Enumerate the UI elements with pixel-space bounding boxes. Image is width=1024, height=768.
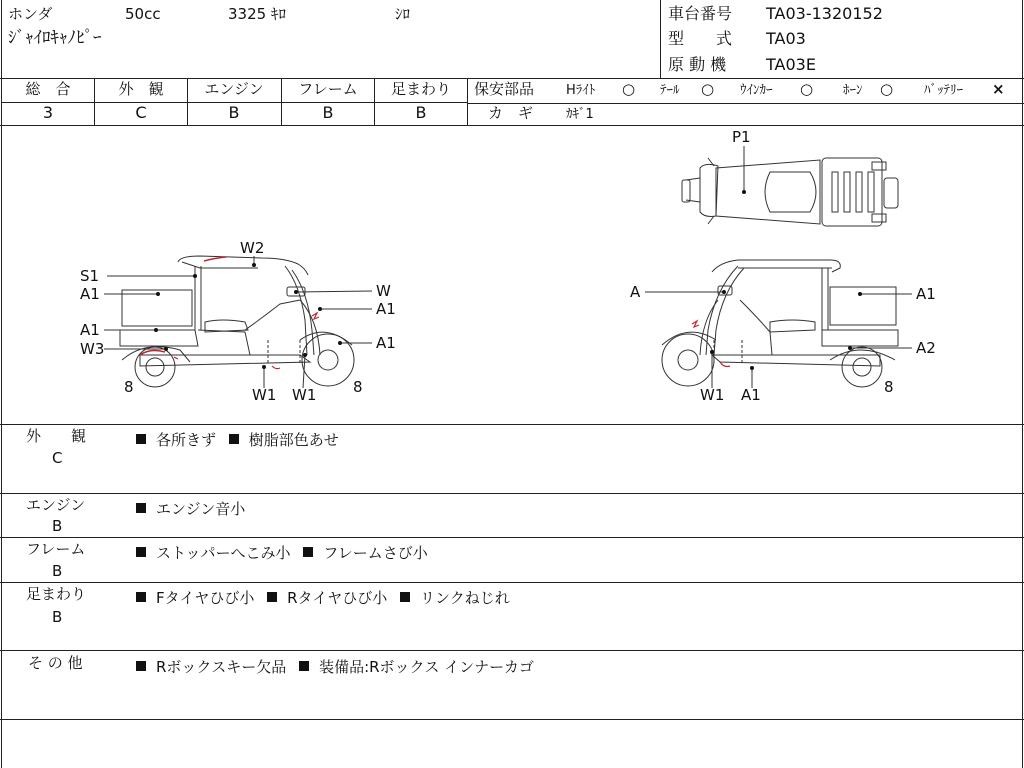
grade-divider: [187, 78, 188, 125]
bullet-square-icon: [136, 592, 146, 602]
row-divider: [0, 582, 1024, 583]
bullet-square-icon: [136, 434, 146, 444]
label-a: A: [630, 283, 641, 301]
engine-value: TA03E: [766, 55, 816, 74]
bullet-square-icon: [267, 592, 277, 602]
chassis-value: TA03-1320152: [766, 4, 883, 23]
safety-mark-horn: ○: [880, 80, 894, 98]
row-divider: [0, 537, 1024, 538]
remark-items-other: Rボックスキー欠品 装備品:Rボックス インナーカゴ: [136, 656, 542, 677]
color: ｼﾛ: [395, 5, 411, 23]
safety-item-battery: ﾊﾞｯﾃﾘｰ: [924, 83, 963, 98]
safety-mark-tail: ○: [701, 80, 715, 98]
row-divider: [0, 493, 1024, 494]
label-a1-box: A1: [916, 285, 936, 303]
remark-grade-exterior: C: [52, 449, 63, 467]
safety-mark-headlight: ○: [622, 80, 636, 98]
label-a1-right1: A1: [376, 300, 396, 318]
bullet-square-icon: [303, 547, 313, 557]
label-a1-top: A1: [80, 285, 100, 303]
bullet-square-icon: [136, 547, 146, 557]
grade-value-overall: 3: [42, 103, 54, 122]
row-divider: [0, 78, 1024, 79]
grade-header-suspension: 足まわり: [390, 80, 452, 98]
bullet-square-icon: [136, 503, 146, 513]
label-w1-a: W1: [252, 386, 277, 404]
label-p1: P1: [732, 128, 751, 146]
bullet-square-icon: [299, 661, 309, 671]
safety-label: 保安部品: [474, 80, 535, 98]
row-divider: [468, 103, 1024, 104]
row-divider: [0, 719, 1024, 720]
grade-header-frame: フレーム: [298, 80, 358, 98]
label-a1-mid: A1: [80, 321, 100, 339]
vehicle-diagram: [0, 126, 1024, 423]
safety-item-headlight: Hﾗｲﾄ: [566, 83, 596, 98]
grade-value-exterior: C: [135, 103, 147, 122]
label-w3: W3: [80, 340, 105, 358]
label-8-right: 8: [353, 378, 363, 396]
key-value: ｶｷﾞ1: [566, 107, 594, 122]
safety-mark-winker: ○: [800, 80, 814, 98]
bullet-square-icon: [400, 592, 410, 602]
remark-grade-engine: B: [52, 517, 63, 535]
bullet-square-icon: [229, 434, 239, 444]
grade-divider: [94, 78, 95, 125]
remark-category-frame: フレーム: [26, 540, 86, 558]
row-divider: [0, 650, 1024, 651]
safety-mark-battery: ×: [992, 80, 1005, 98]
remark-grade-suspension: B: [52, 608, 63, 626]
top-view: [682, 146, 898, 226]
header-divider: [660, 0, 661, 78]
grade-header-exterior: 外 観: [118, 80, 164, 98]
grade-header-engine: エンジン: [204, 80, 264, 98]
grade-header-overall: 総 合: [25, 80, 71, 98]
grade-divider: [374, 78, 375, 125]
remark-category-engine: エンジン: [26, 496, 86, 514]
remark-items-engine: エンジン音小: [136, 498, 253, 519]
row-divider: [0, 424, 1024, 425]
remark-items-exterior: 各所きず 樹脂部色あせ: [136, 429, 347, 450]
grade-divider: [467, 78, 468, 125]
label-w: W: [376, 282, 391, 300]
grade-value-suspension: B: [415, 103, 427, 122]
chassis-label: 車台番号: [668, 4, 733, 23]
label-a2: A2: [916, 339, 936, 357]
right-side-view: [645, 260, 912, 388]
key-label: カ ギ: [488, 104, 534, 122]
label-a1-bottom: A1: [741, 386, 761, 404]
engine-label: 原 動 機: [668, 55, 727, 74]
type-label: 型 式: [668, 29, 733, 48]
displacement: 50cc: [125, 5, 161, 23]
remark-category-suspension: 足まわり: [26, 585, 87, 603]
label-w1-b: W1: [292, 386, 317, 404]
label-w2: W2: [240, 239, 265, 257]
grade-value-frame: B: [322, 103, 334, 122]
type-value: TA03: [766, 29, 806, 48]
remark-category-other: そ の 他: [28, 654, 83, 672]
grade-value-engine: B: [228, 103, 240, 122]
remark-category-exterior: 外 観: [26, 427, 87, 445]
remark-items-frame: ストッパーへこみ小 フレームさび小: [136, 542, 436, 563]
safety-item-tail: ﾃｰﾙ: [660, 83, 680, 98]
left-side-view: [104, 256, 372, 388]
maker: ホンダ: [8, 5, 53, 23]
label-8-left: 8: [124, 378, 134, 396]
label-8: 8: [884, 378, 894, 396]
remark-items-suspension: Fタイヤひび小 Rタイヤひび小 リンクねじれ: [136, 587, 518, 608]
safety-item-horn: ﾎｰﾝ: [843, 83, 863, 98]
mileage: 3325 ｷﾛ: [228, 5, 286, 23]
label-s1: S1: [80, 267, 100, 285]
grade-divider: [281, 78, 282, 125]
remark-grade-frame: B: [52, 562, 63, 580]
label-a1-right2: A1: [376, 334, 396, 352]
model-name: ｼﾞｬｲﾛｷｬﾉﾋﾟｰ: [8, 28, 102, 48]
bullet-square-icon: [136, 661, 146, 671]
safety-item-winker: ｳｲﾝｶｰ: [740, 83, 773, 98]
label-w1: W1: [700, 386, 725, 404]
